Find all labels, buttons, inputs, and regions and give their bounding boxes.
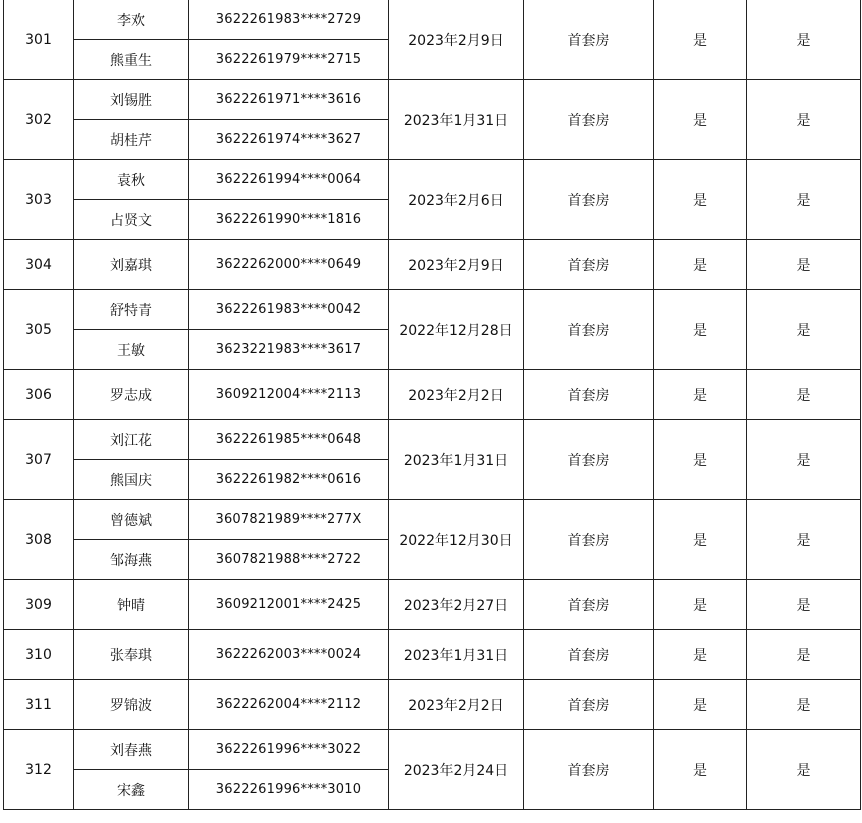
applicant-name: 张奉琪	[74, 630, 189, 680]
table-row	[4, 80, 861, 120]
contract-date: 2023年1月31日	[389, 420, 524, 500]
applicant-name: 占贤文	[74, 200, 189, 240]
id-number: 3607821988****2722	[189, 540, 389, 580]
records-body	[4, 0, 861, 810]
table-row	[4, 730, 861, 770]
table-row	[4, 420, 861, 460]
contract-date: 2023年2月9日	[389, 0, 524, 80]
id-number: 3622262003****0024	[189, 630, 389, 680]
contract-date: 2023年1月31日	[389, 630, 524, 680]
record-number: 301	[4, 0, 74, 80]
contract-date: 2022年12月30日	[389, 500, 524, 580]
table-row	[4, 160, 861, 200]
id-number: 3622261990****1816	[189, 200, 389, 240]
applicant-name: 熊重生	[74, 40, 189, 80]
check-yes-2: 是	[747, 420, 861, 500]
house-type: 首套房	[524, 160, 654, 240]
id-number: 3609212004****2113	[189, 370, 389, 420]
check-yes-1: 是	[654, 370, 747, 420]
applicant-name: 宋鑫	[74, 770, 189, 810]
house-type: 首套房	[524, 580, 654, 630]
id-number: 3623221983****3617	[189, 330, 389, 370]
contract-date: 2023年2月24日	[389, 730, 524, 810]
check-yes-1: 是	[654, 630, 747, 680]
applicant-name: 舒特青	[74, 290, 189, 330]
house-type: 首套房	[524, 500, 654, 580]
applicant-name: 刘锡胜	[74, 80, 189, 120]
record-number: 311	[4, 680, 74, 730]
check-yes-2: 是	[747, 240, 861, 290]
check-yes-2: 是	[747, 80, 861, 160]
contract-date: 2022年12月28日	[389, 290, 524, 370]
check-yes-2: 是	[747, 370, 861, 420]
contract-date: 2023年2月9日	[389, 240, 524, 290]
check-yes-1: 是	[654, 500, 747, 580]
record-number: 308	[4, 500, 74, 580]
check-yes-2: 是	[747, 0, 861, 80]
house-type: 首套房	[524, 420, 654, 500]
house-type: 首套房	[524, 630, 654, 680]
check-yes-1: 是	[654, 290, 747, 370]
check-yes-2: 是	[747, 630, 861, 680]
house-type: 首套房	[524, 240, 654, 290]
check-yes-2: 是	[747, 580, 861, 630]
table-row	[4, 680, 861, 730]
check-yes-2: 是	[747, 160, 861, 240]
record-number: 310	[4, 630, 74, 680]
contract-date: 2023年2月2日	[389, 370, 524, 420]
applicant-name: 胡桂芹	[74, 120, 189, 160]
applicant-name: 刘江花	[74, 420, 189, 460]
id-number: 3622262004****2112	[189, 680, 389, 730]
record-number: 309	[4, 580, 74, 630]
id-number: 3607821989****277X	[189, 500, 389, 540]
record-number: 304	[4, 240, 74, 290]
check-yes-1: 是	[654, 680, 747, 730]
applicant-name: 刘嘉琪	[74, 240, 189, 290]
check-yes-2: 是	[747, 680, 861, 730]
applicant-name: 李欢	[74, 0, 189, 40]
check-yes-1: 是	[654, 420, 747, 500]
id-number: 3622261985****0648	[189, 420, 389, 460]
table-row	[4, 500, 861, 540]
check-yes-2: 是	[747, 500, 861, 580]
house-type: 首套房	[524, 680, 654, 730]
applicant-name: 王敏	[74, 330, 189, 370]
contract-date: 2023年1月31日	[389, 80, 524, 160]
table-row	[4, 240, 861, 290]
applicant-name: 熊国庆	[74, 460, 189, 500]
table-row	[4, 290, 861, 330]
id-number: 3622261982****0616	[189, 460, 389, 500]
id-number: 3622262000****0649	[189, 240, 389, 290]
check-yes-2: 是	[747, 290, 861, 370]
id-number: 3622261971****3616	[189, 80, 389, 120]
record-number: 302	[4, 80, 74, 160]
record-number: 305	[4, 290, 74, 370]
id-number: 3622261983****0042	[189, 290, 389, 330]
applicant-name: 袁秋	[74, 160, 189, 200]
id-number: 3622261979****2715	[189, 40, 389, 80]
id-number: 3622261994****0064	[189, 160, 389, 200]
applicant-name: 邹海燕	[74, 540, 189, 580]
contract-date: 2023年2月27日	[389, 580, 524, 630]
house-type: 首套房	[524, 290, 654, 370]
id-number: 3609212001****2425	[189, 580, 389, 630]
house-type: 首套房	[524, 0, 654, 80]
id-number: 3622261996****3022	[189, 730, 389, 770]
check-yes-1: 是	[654, 80, 747, 160]
table-row	[4, 0, 861, 40]
contract-date: 2023年2月6日	[389, 160, 524, 240]
id-number: 3622261974****3627	[189, 120, 389, 160]
house-type: 首套房	[524, 370, 654, 420]
record-number: 303	[4, 160, 74, 240]
applicant-name: 曾德斌	[74, 500, 189, 540]
record-number: 306	[4, 370, 74, 420]
applicant-name: 罗锦波	[74, 680, 189, 730]
house-type: 首套房	[524, 80, 654, 160]
check-yes-1: 是	[654, 730, 747, 810]
applicant-name: 罗志成	[74, 370, 189, 420]
applicant-name: 刘春燕	[74, 730, 189, 770]
check-yes-1: 是	[654, 0, 747, 80]
house-type: 首套房	[524, 730, 654, 810]
table-row	[4, 370, 861, 420]
check-yes-1: 是	[654, 160, 747, 240]
check-yes-2: 是	[747, 730, 861, 810]
id-number: 3622261996****3010	[189, 770, 389, 810]
record-number: 312	[4, 730, 74, 810]
table-row	[4, 580, 861, 630]
check-yes-1: 是	[654, 580, 747, 630]
applicant-name: 钟晴	[74, 580, 189, 630]
record-number: 307	[4, 420, 74, 500]
contract-date: 2023年2月2日	[389, 680, 524, 730]
id-number: 3622261983****2729	[189, 0, 389, 40]
records-table	[3, 0, 861, 810]
check-yes-1: 是	[654, 240, 747, 290]
table-row	[4, 630, 861, 680]
